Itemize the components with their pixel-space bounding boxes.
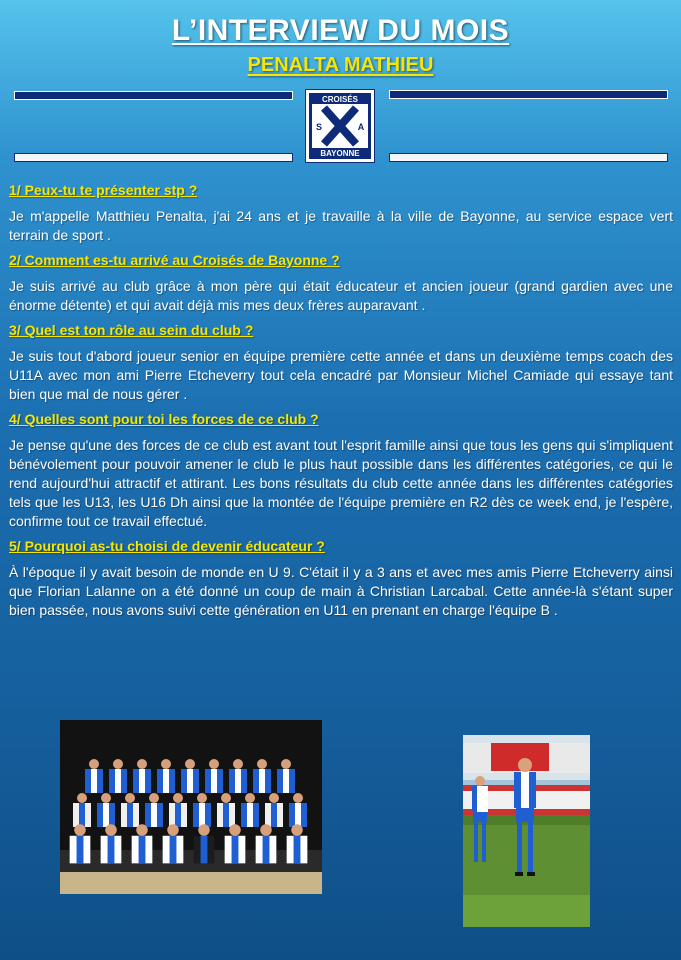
team-photo-icon <box>60 720 322 894</box>
divider-bar-top-left <box>14 91 293 100</box>
player-photo-icon <box>463 735 590 927</box>
answer-2: Je suis arrivé au club grâce à mon père qui était éducateur et ancien joueur (grand gardien avec une énorme détente) et qui avait déjà mis mes deux frères auparavant . <box>9 278 673 313</box>
page-title: L’INTERVIEW DU MOIS <box>171 14 510 47</box>
answer-3: Je suis tout d'abord joueur senior en équipe première cette année et dans un deuxième temps coach des U11A avec mon ami Pierre Etcheverry tout cela encadré par Monsieur Michel Camiade qui essaye tant bien que mal de nous gérer . <box>9 348 673 402</box>
divider-bar-top-right <box>389 90 668 99</box>
question-2: 2/ Comment es-tu arrivé au Croisés de Bayonne ? <box>9 252 340 268</box>
question-1: 1/ Peux-tu te présenter stp ? <box>9 182 198 198</box>
interview-content <box>9 182 673 627</box>
answer-5: À l'époque il y avait besoin de monde en U 9. C'était il y a 3 ans et avec mes amis Pierre Etcheverry ainsi que Florian Lalanne on a été donné un coup de main à Christian Larcabal. Cette année-là s'étant super bien passée, nous avons suivi cette génération en U11 en prenant en charge l'équipe B . <box>9 564 673 618</box>
crest-right-letter: A <box>357 122 365 132</box>
question-4: 4/ Quelles sont pour toi les forces de ce club ? <box>9 411 319 427</box>
answer-1: Je m'appelle Matthieu Penalta, j'ai 24 ans et je travaille à la ville de Bayonne, au service espace vert terrain de sport . <box>9 208 673 243</box>
crest-left-letter: S <box>315 122 323 132</box>
club-crest-icon <box>305 89 375 163</box>
question-3: 3/ Quel est ton rôle au sein du club ? <box>9 322 254 338</box>
crest-top-text: CROISÉS <box>321 95 359 104</box>
divider-bar-bottom-right <box>389 153 668 162</box>
answer-4: Je pense qu'une des forces de ce club est avant tout l'esprit famille ainsi que tous les gens qui s'impliquent bénévolement pour pouvoir amener le club le plus haut possible dans les différentes catégories, ce qui le rend aujourd'hui attractif et attirant. Les bons résultats du club cette année dans les différentes catégories tels que les U13, les U16 Dh ainsi que la montée de l'équipe première en R2 dès ce week end, je l'espère, confirme tout ce travail effectué. <box>9 437 673 529</box>
divider-bar-bottom-left <box>14 153 293 162</box>
crest-bottom-text: BAYONNE <box>320 149 360 158</box>
interviewee-name: PENALTA MATHIEU <box>247 54 434 76</box>
question-5: 5/ Pourquoi as-tu choisi de devenir éducateur ? <box>9 538 325 554</box>
